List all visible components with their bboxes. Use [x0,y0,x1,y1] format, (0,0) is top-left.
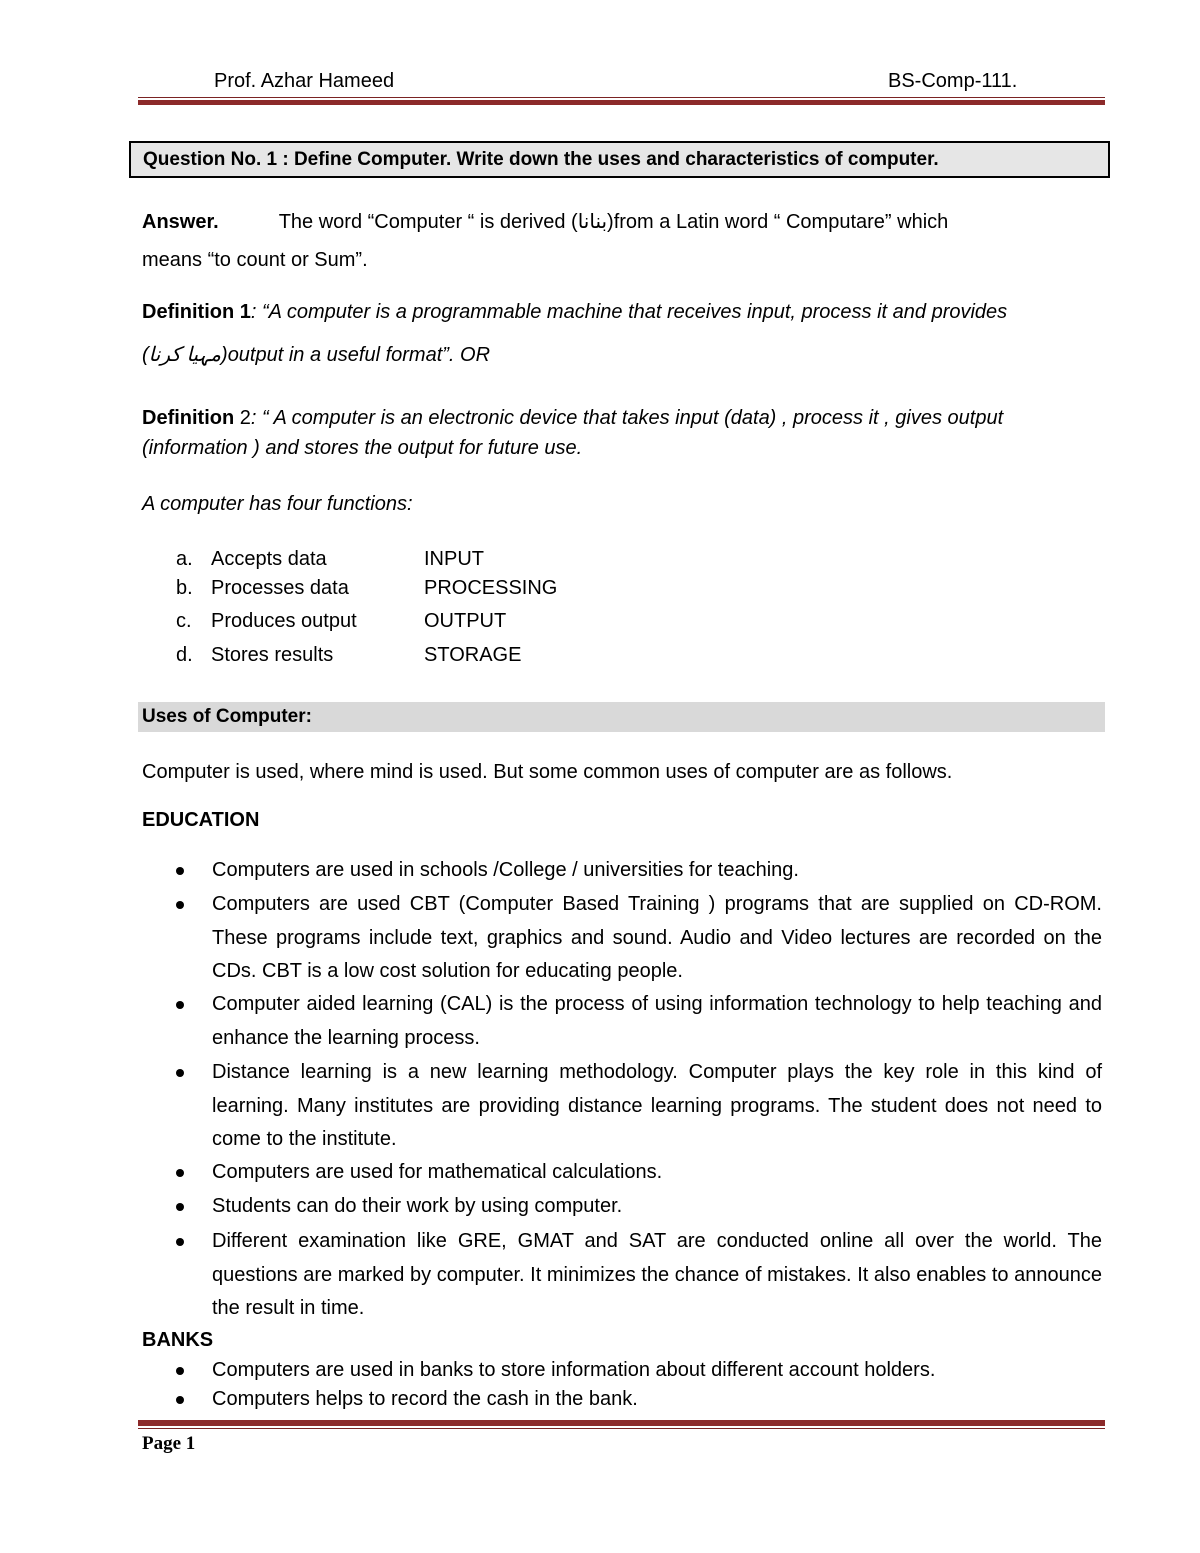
function-stage: PROCESSING [424,577,558,599]
bullet-icon [176,1396,184,1404]
answer-label: Answer. [142,211,219,233]
list-item: Distance learning is a new learning methodology. Computer plays the key role in this kind of learning. Many institutes are providing distance learning programs. The student does not need to come to the institute. [212,1061,1102,1150]
answer-urdu-word: بنانا [577,211,608,233]
list-item: Computer aided learning (CAL) is the process of using information technology to help teaching and enhance the learning process. [212,993,1102,1049]
uses-heading: Uses of Computer: [142,706,312,727]
definition-2-label: Definition [142,407,235,429]
definition-2-line-2: (information ) and stores the output for future use. [142,437,583,459]
bullet-icon [176,1001,184,1009]
answer-text-a: The word “Computer “ is derived ( [278,211,578,233]
list-item: Computers are used in schools /College / universities for teaching. [212,859,799,881]
list-item: Computers are used in banks to store information about different account holders. [212,1359,936,1381]
bullet-icon [176,901,184,909]
definition-1-urdu-word: (مہیا کرنا) [142,344,228,366]
functions-intro: A computer has four functions: [142,493,413,515]
header-author: Prof. Azhar Hameed [214,70,395,92]
bullet-icon [176,1069,184,1077]
bullet-icon [176,867,184,875]
function-task: Produces output [211,610,357,632]
banks-heading: BANKS [142,1329,214,1351]
definition-1-text-b: output in a useful format”. OR [227,344,491,366]
uses-heading-bar [138,702,1105,732]
function-stage: INPUT [424,548,484,570]
footer-rule-thin [138,1428,1105,1429]
list-item: Computers are used CBT (Computer Based Training ) programs that are supplied on CD-ROM. These programs include text, graphics and sound. Audio and Video lectures are recorded on the CDs. CBT is a low cost solution for educating people. [212,893,1102,982]
uses-intro: Computer is used, where mind is used. But some common uses of computer are as follows. [142,761,953,783]
footer-rule-thick [138,1420,1105,1426]
function-task: Processes data [211,577,349,599]
function-task: Stores results [211,644,334,666]
function-task: Accepts data [211,548,327,570]
bullet-icon [176,1238,184,1246]
function-letter: c. [176,610,192,632]
header-rule-thin [138,97,1105,98]
definition-1-label: Definition 1 [142,301,251,323]
page-number: Page 1 [142,1433,196,1454]
list-item: Students can do their work by using computer. [212,1195,623,1217]
education-heading: EDUCATION [142,809,260,831]
list-item: Different examination like GRE, GMAT and SAT are conducted online all over the world. The questions are marked by computer. It minimizes the chance of mistakes. It also enables to announce the result in time. [212,1230,1102,1319]
function-stage: OUTPUT [424,610,507,632]
definition-1-text-a: : “A computer is a programmable machine that receives input, process it and provides [250,301,1008,323]
list-item: Computers are used for mathematical calculations. [212,1161,663,1183]
question-text: Question No. 1 : Define Computer. Write down the uses and characteristics of computer. [143,149,939,170]
answer-line-2: means “to count or Sum”. [142,249,368,271]
definition-1-line [142,301,1007,324]
header-course: BS-Comp-111. [888,70,1018,92]
definition-2-line [142,407,1003,430]
function-stage: STORAGE [424,644,522,666]
definition-2-text-a: : “ A computer is an electronic device that takes input (data) , process it , gives output [250,407,1004,429]
header-rule-thick [138,100,1105,105]
answer-text-b: )from a Latin word “ Computare” which [607,211,949,233]
question-box [129,141,1110,178]
function-letter: a. [176,548,193,570]
answer-line [142,209,948,234]
definition-2-number: 2 [234,407,251,429]
function-letter: d. [176,644,193,666]
bullet-icon [176,1169,184,1177]
list-item: Computers helps to record the cash in the bank. [212,1388,638,1410]
definition-1-line-2 [142,342,490,367]
function-letter: b. [176,577,193,599]
bullet-icon [176,1367,184,1375]
bullet-icon [176,1203,184,1211]
